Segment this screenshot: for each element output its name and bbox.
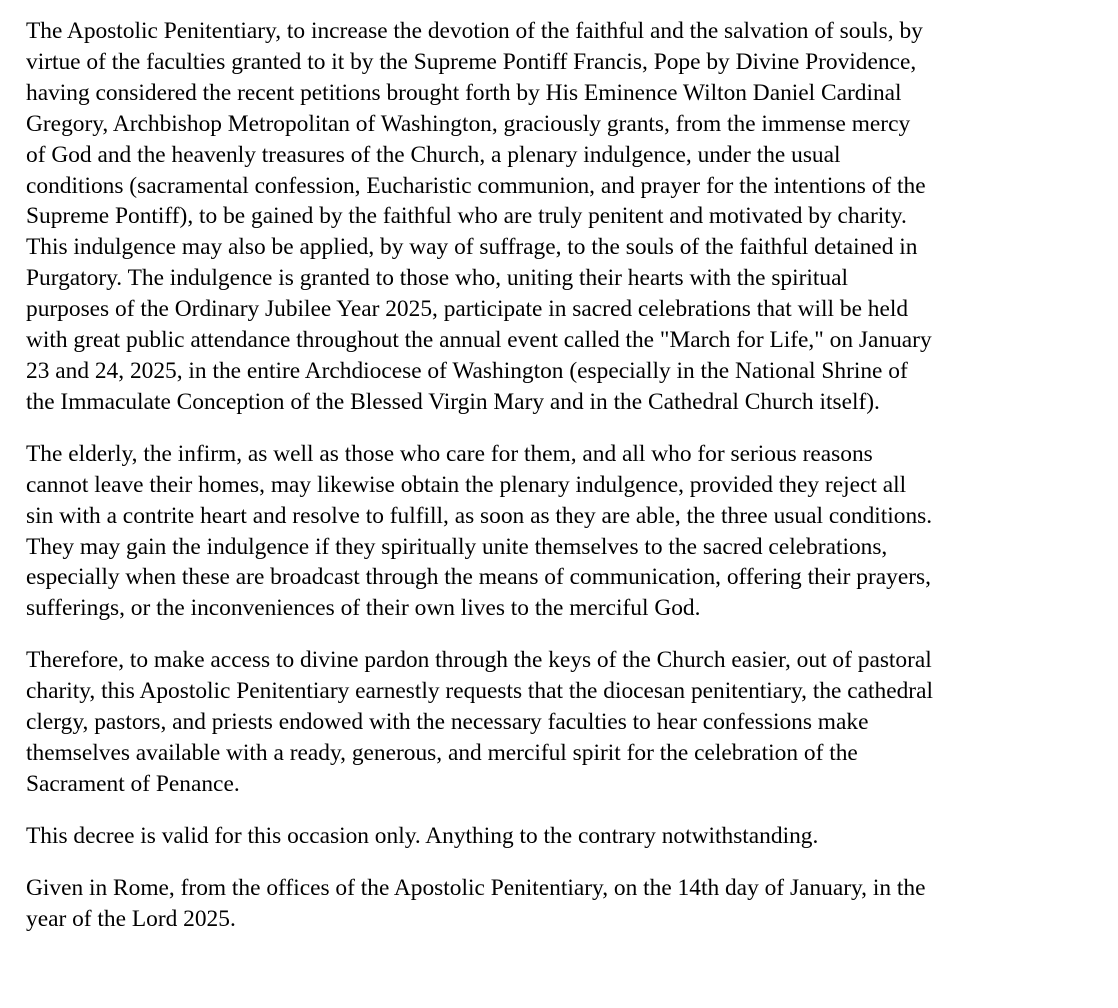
paragraph-elderly-infirm <box>26 439 1106 624</box>
text-line: The elderly, the infirm, as well as those who care for them, and all who for serious reasons <box>26 440 873 467</box>
paragraph-indulgence-grant <box>26 16 1106 418</box>
text-line: especially when these are broadcast through the means of communication, offering their prayers, <box>26 564 931 591</box>
text-line: themselves available with a ready, generous, and merciful spirit for the celebration of the <box>26 739 858 766</box>
text-line: They may gain the indulgence if they spiritually unite themselves to the sacred celebrations, <box>26 533 888 560</box>
text-line: The Apostolic Penitentiary, to increase the devotion of the faithful and the salvation of souls, by <box>26 18 923 44</box>
text-line: Supreme Pontiff), to be gained by the faithful who are truly penitent and motivated by charity. <box>26 203 907 230</box>
text-line: of God and the heavenly treasures of the Church, a plenary indulgence, under the usual <box>26 141 841 168</box>
text-line: charity, this Apostolic Penitentiary earnestly requests that the diocesan penitentiary, the cathedral <box>26 678 933 705</box>
text-line: sufferings, or the inconveniences of their own lives to the merciful God. <box>26 595 701 622</box>
text-line: 23 and 24, 2025, in the entire Archdiocese of Washington (especially in the National Shrine of <box>26 357 908 384</box>
text-line: conditions (sacramental confession, Eucharistic communion, and prayer for the intentions of the <box>26 172 926 199</box>
text-line: sin with a contrite heart and resolve to fulfill, as soon as they are able, the three usual conditions. <box>26 502 933 529</box>
text-line: virtue of the faculties granted to it by the Supreme Pontiff Francis, Pope by Divine Providence, <box>26 48 917 75</box>
text-line: purposes of the Ordinary Jubilee Year 2025, participate in sacred celebrations that will be held <box>26 296 909 323</box>
text-line: with great public attendance throughout the annual event called the "March for Life," on January <box>26 327 932 354</box>
text-line: Gregory, Archbishop Metropolitan of Washington, graciously grants, from the immense mercy <box>26 110 911 137</box>
text-line: This indulgence may also be applied, by way of suffrage, to the souls of the faithful detained in <box>26 234 918 261</box>
text-line: Sacrament of Penance. <box>26 770 240 797</box>
text-line: Purgatory. The indulgence is granted to those who, uniting their hearts with the spiritual <box>26 265 848 292</box>
paragraph-validity <box>26 821 1106 852</box>
paragraph-confessions-request <box>26 645 1106 800</box>
text-line: the Immaculate Conception of the Blessed Virgin Mary and in the Cathedral Church itself). <box>26 388 880 415</box>
text-line: having considered the recent petitions brought forth by His Eminence Wilton Daniel Cardinal <box>26 79 902 106</box>
text-line: cannot leave their homes, may likewise obtain the plenary indulgence, provided they reject all <box>26 471 907 498</box>
paragraph-given-in-rome <box>26 873 1106 935</box>
text-line: Given in Rome, from the offices of the Apostolic Penitentiary, on the 14th day of January, in the <box>26 874 926 901</box>
text-line: clergy, pastors, and priests endowed with the necessary faculties to hear confessions make <box>26 709 869 736</box>
text-line: This decree is valid for this occasion only. Anything to the contrary notwithstanding. <box>26 822 819 849</box>
text-line: Therefore, to make access to divine pardon through the keys of the Church easier, out of pastoral <box>26 647 932 674</box>
text-line: year of the Lord 2025. <box>26 905 236 932</box>
decree-document <box>26 16 1106 955</box>
